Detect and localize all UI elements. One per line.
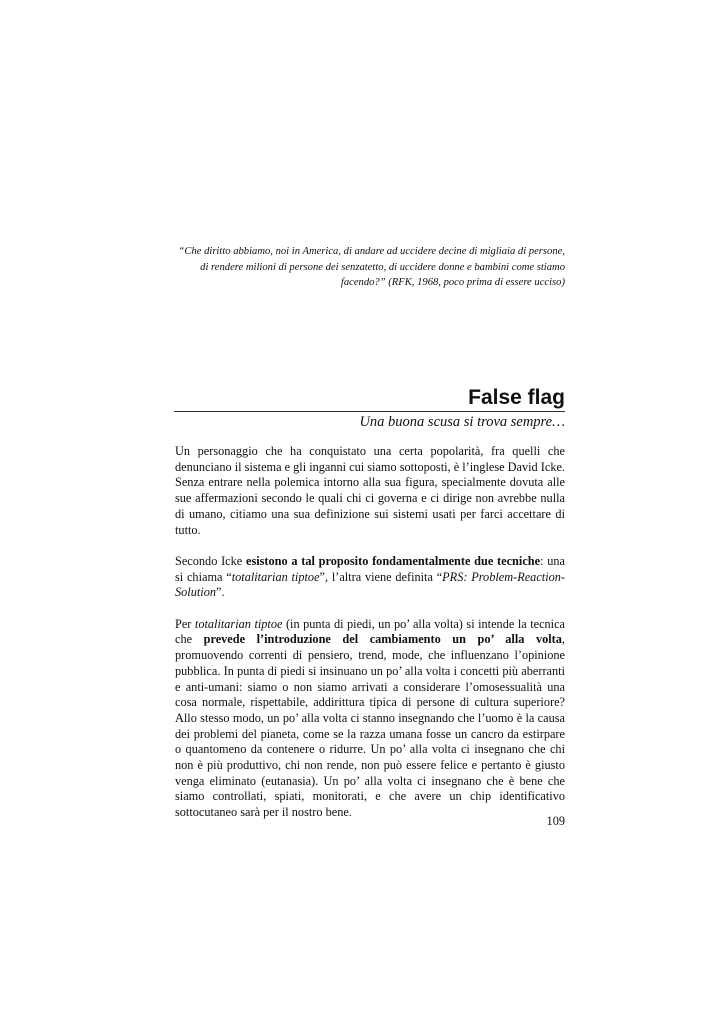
epigraph-quote: “Che diritto abbiamo, noi in America, di andare ad uccidere decine di migliaia di persone, di rendere milioni di persone dei senzatetto, di uccidere donne e bambini come stiamo facendo?” (RFK, 1968, poco prima di essere ucciso) bbox=[178, 246, 565, 288]
paragraph-3-emphasis: prevede l’introduzione del cambiamento un po’ alla volta bbox=[203, 632, 562, 647]
paragraph-2-term-prs: PRS: Problem-Reaction-Solution bbox=[175, 569, 565, 600]
paragraph-3-text: Per bbox=[175, 616, 195, 631]
paragraph-3 bbox=[175, 617, 565, 821]
paragraph-2 bbox=[175, 554, 565, 601]
paragraph-2-text: Secondo Icke bbox=[175, 553, 246, 568]
chapter-title: False flag bbox=[468, 386, 565, 409]
title-divider bbox=[174, 411, 565, 412]
paragraph-2-text: ”. bbox=[216, 585, 225, 600]
paragraph-2-text: : una si chiama “ bbox=[175, 553, 565, 584]
paragraph-3-text: , promuovendo correnti di pensiero, trend, mode, che influenzano l’opinione pubblica. In punta di piedi si insinuano un po’ alla volta i concetti più aberranti e anti-umani: siamo o non siamo arrivati a considerare l’omosessualità una cosa normale, rispettabile, addirittura tipica di persone di cultura superiore? Allo stesso modo, un po’ alla volta ci stanno insegnando che l’uomo è la causa dei problemi del pianeta, come se la razza umana fosse un cancro da estirpare o quantomeno da contenere o ridurre. Un po’ alla volta ci insegnano che chi non è più produttivo, chi non rende, non può essere felice e pertanto è giusto venga eliminato (eutanasia). Un po’ alla volta ci insegnano che è bene che siamo controllati, spiati, monitorati, e che avere un chip identificativo sottocutaneo sarà per il nostro bene. bbox=[175, 632, 565, 820]
paragraph-2-emphasis: esistono a tal proposito fondamentalmente due tecniche bbox=[245, 553, 541, 568]
paragraph-3-term-tiptoe: totalitarian tiptoe bbox=[194, 616, 283, 631]
paragraph-1: Un personaggio che ha conquistato una certa popolarità, fra quelli che denunciano il sistema e gli inganni cui siamo sottoposti, è l’inglese David Icke. Senza entrare nella polemica intorno alla sua figura, specialmente dovuta alle sue affermazioni secondo le quali chi ci governa e ci dirige non avrebbe nulla di umano, citiamo una sua definizione sui sistemi usati per farci accettare di tutto. bbox=[175, 444, 565, 537]
page-number: 109 bbox=[546, 814, 565, 828]
paragraph-2-term-tiptoe: totalitarian tiptoe bbox=[231, 569, 320, 584]
paragraph-3-text: (in punta di piedi, un po’ alla volta) si intende la tecnica che bbox=[175, 616, 566, 647]
chapter-subtitle: Una buona scusa si trova sempre… bbox=[359, 414, 565, 430]
paragraph-2-text: ”, l’altra viene definita “ bbox=[319, 569, 443, 584]
body-text bbox=[175, 444, 565, 837]
